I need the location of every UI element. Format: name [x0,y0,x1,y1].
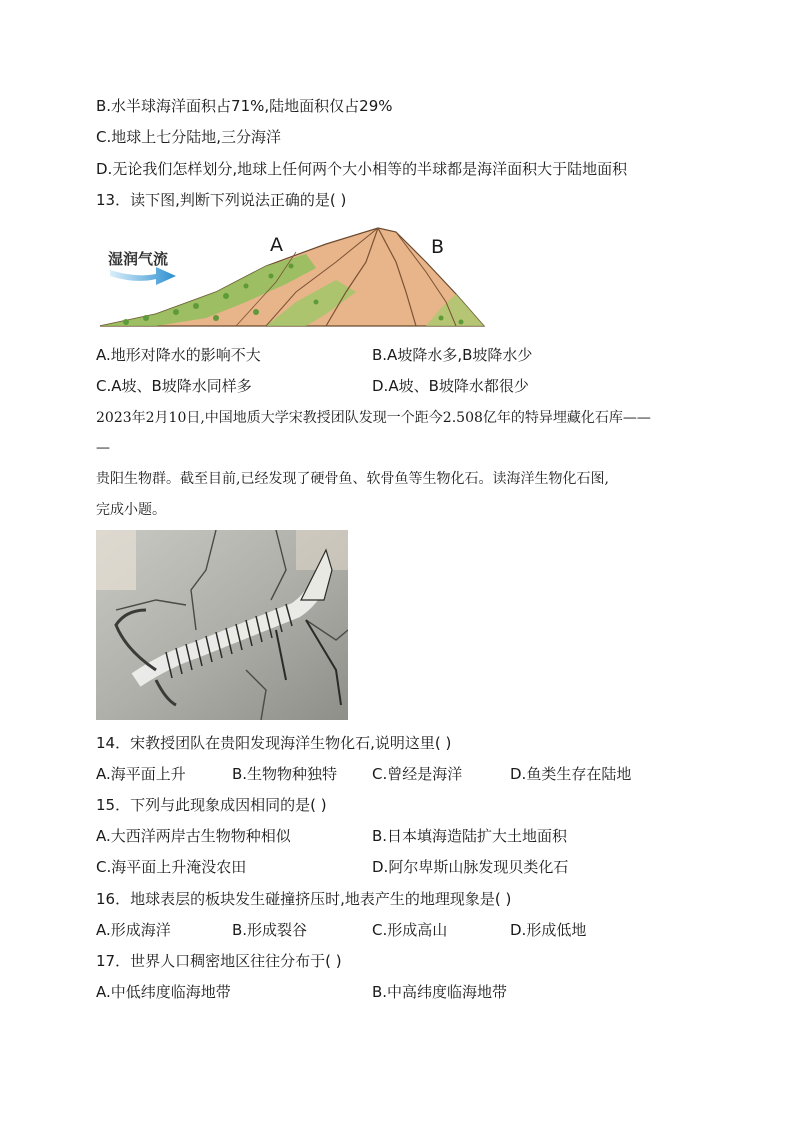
q17-stem: 17．世界人口稠密地区往往分布于( ) [96,952,342,970]
slope-label-b: B [431,236,445,258]
passage-line-2: 贵阳生物群。截至目前,已经发现了硬骨鱼、软骨鱼等生物化石。读海洋生物化石图, [96,471,609,487]
q14-option-c: C.曾经是海洋 [372,765,463,783]
passage-line-1: 2023年2月10日,中国地质大学宋教授团队发现一个距今2.508亿年的特异埋藏化石库—— [96,410,651,426]
q14-option-b: B.生物物种独特 [232,765,338,783]
q12-option-d: D.无论我们怎样划分,地球上任何两个大小相等的半球都是海洋面积大于陆地面积 [96,160,628,178]
q17-option-b: B.中高纬度临海地带 [372,983,508,1001]
q16-option-b: B.形成裂谷 [232,921,308,939]
q15-option-d: D.阿尔卑斯山脉发现贝类化石 [372,858,569,876]
q15-option-c: C.海平面上升淹没农田 [96,858,247,876]
q12-option-b: B.水半球海洋面积占71%,陆地面积仅占29% [96,97,393,115]
q15-option-b: B.日本填海造陆扩大土地面积 [372,827,568,845]
q13-option-b: B.A坡降水多,B坡降水少 [372,346,533,364]
fossil-image [96,530,348,720]
mountain-figure [96,222,486,330]
q12-option-c: C.地球上七分陆地,三分海洋 [96,128,282,146]
q13-stem: 13．读下图,判断下列说法正确的是( ) [96,191,347,209]
q14-option-d: D.鱼类生存在陆地 [510,765,632,783]
q14-option-a: A.海平面上升 [96,765,186,783]
q16-option-d: D.形成低地 [510,921,587,939]
mountain-illustration [96,222,486,330]
airflow-arrow [110,267,176,285]
q15-stem: 15．下列与此现象成因相同的是( ) [96,796,327,814]
slope-label-a: A [270,234,283,256]
fossil-photo [96,530,348,720]
q13-option-a: A.地形对降水的影响不大 [96,346,261,364]
q14-stem: 14．宋教授团队在贵阳发现海洋生物化石,说明这里( ) [96,734,452,752]
passage-line-1b: — [96,440,110,456]
q13-option-c: C.A坡、B坡降水同样多 [96,377,252,395]
q13-option-d: D.A坡、B坡降水都很少 [372,377,529,395]
airflow-label: 湿润气流 [108,250,169,268]
q16-option-a: A.形成海洋 [96,921,171,939]
q15-option-a: A.大西洋两岸古生物物种相似 [96,827,291,845]
q16-option-c: C.形成高山 [372,921,448,939]
q17-option-a: A.中低纬度临海地带 [96,983,231,1001]
passage-line-3: 完成小题。 [96,502,166,518]
q16-stem: 16．地球表层的板块发生碰撞挤压时,地表产生的地理现象是( ) [96,890,512,908]
